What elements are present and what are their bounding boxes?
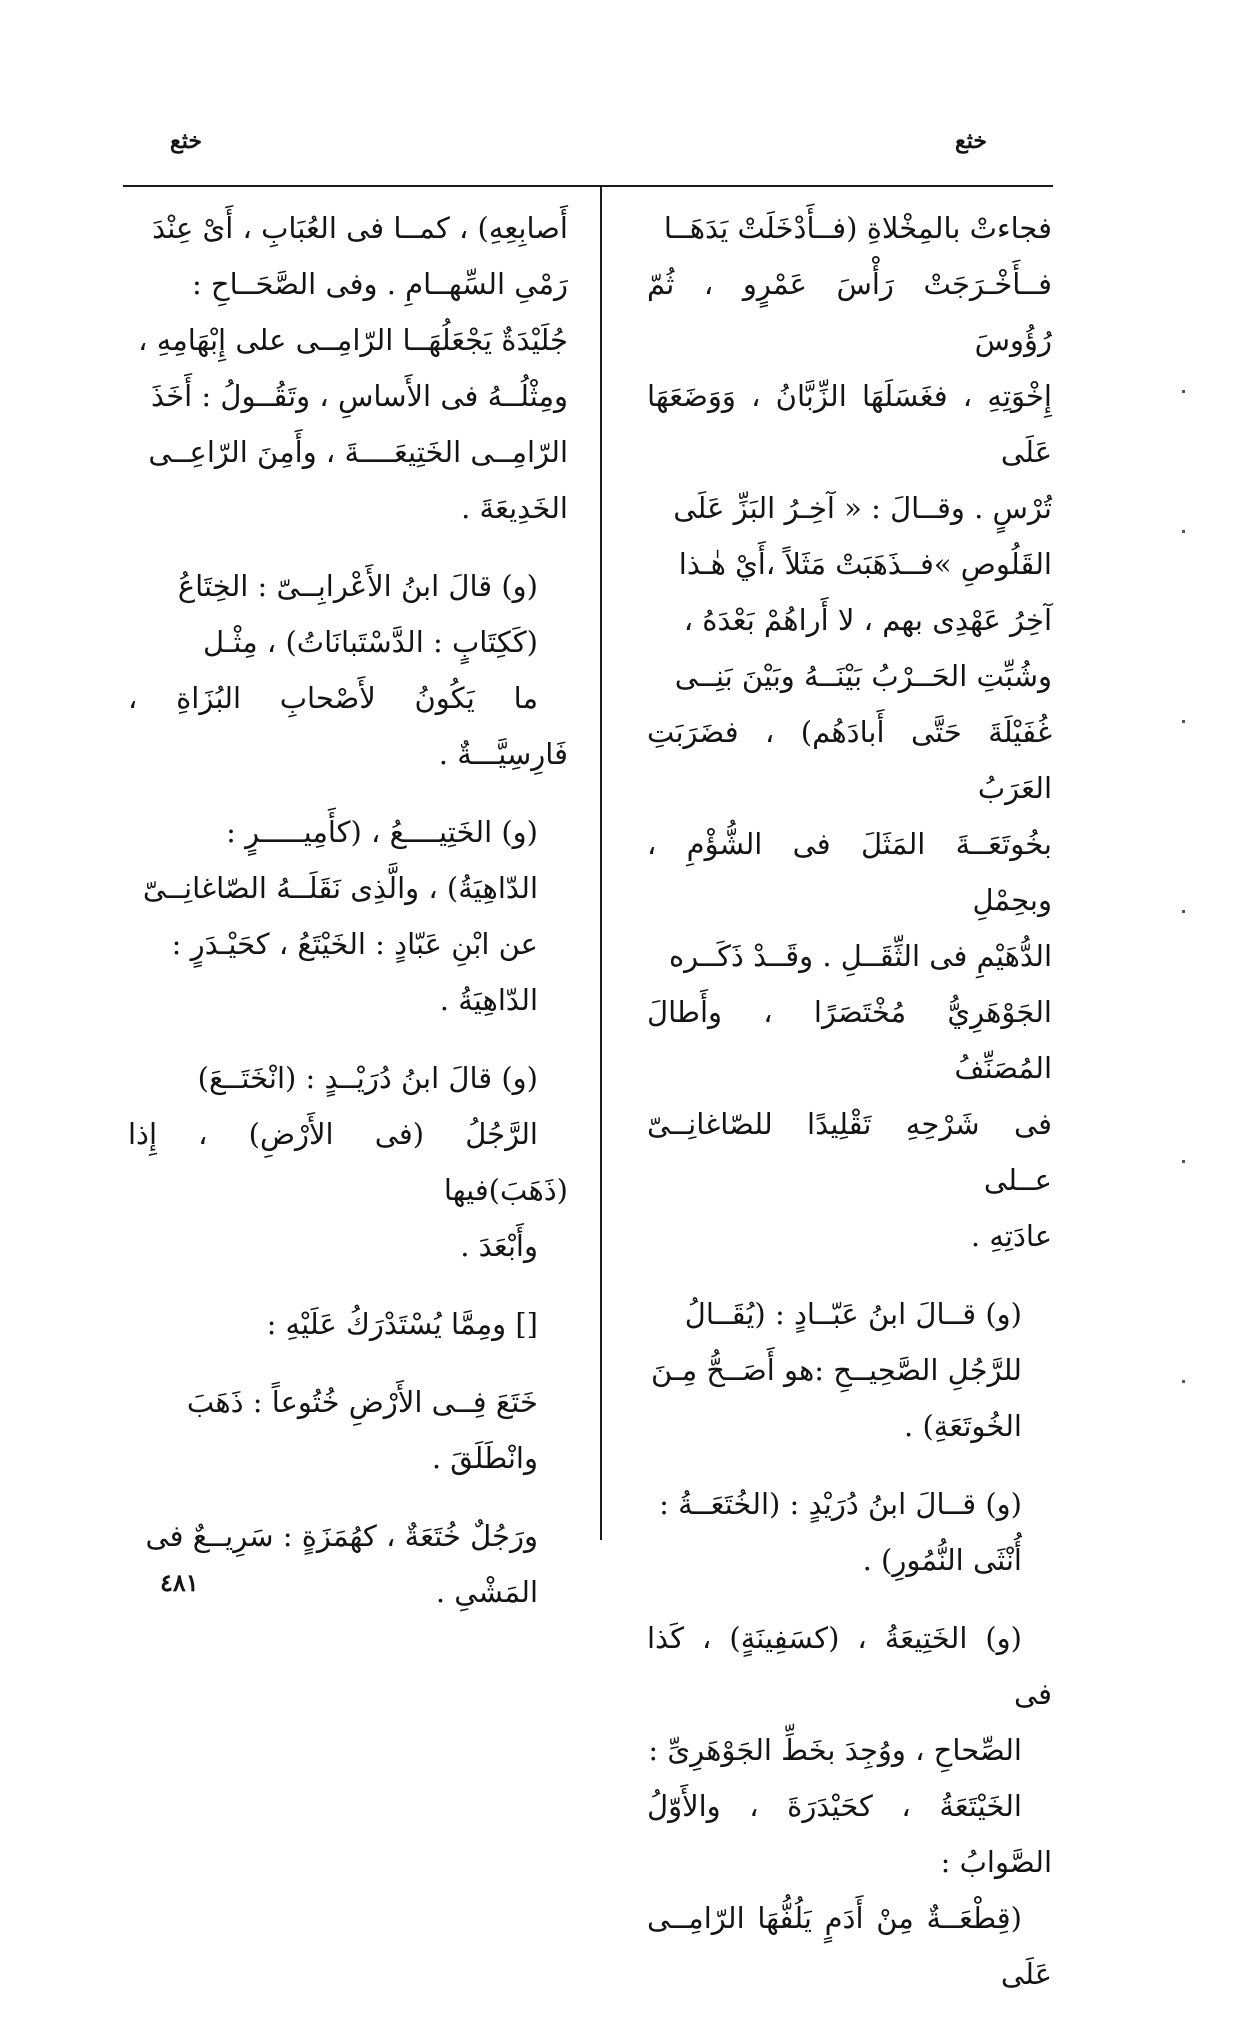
text-line: فى شَرْحِهِ تَقْلِيدًا للصّاغانِــىّ عــلى [647, 1107, 1052, 1197]
text-line: الدُّهَيْمِ فى الثِّقَــلِ . وقَــدْ ذَكَــره [668, 939, 1052, 973]
text-line: وانْطَلَقَ . [431, 1441, 538, 1475]
entry-paragraph [128, 804, 568, 1028]
text-line: (قِطْعَــةٌ مِنْ أَدَمٍ يَلُفُّهَا الرّامِــى عَلَى [647, 1901, 1052, 1991]
text-line: (و) قــالَ ابنُ دُرَيْدٍ : (الخُتَعَــةُ : [659, 1487, 1022, 1521]
text-line: (و) الخَتِيعَةُ ، (كسَفِينَةٍ) ، كَذا فى [647, 1621, 1052, 1711]
page-number: ٤٨١ [160, 1568, 199, 1597]
running-head-left: خثع [170, 128, 202, 154]
text-line: الخُوتَعَةِ) . [904, 1409, 1022, 1443]
text-line: الصِّحاحِ ، ووُجِدَ بخَطِّ الجَوْهَرِىِّ : [648, 1733, 1022, 1767]
entry-paragraph [128, 558, 568, 782]
entry-paragraph [128, 1050, 568, 1274]
text-line: إِخْوَتِهِ ، فغَسَلَهَا الزِّبَّانُ ، وَوَضَعَهَا عَلَى [647, 379, 1052, 469]
text-line: خَتَعَ فِــى الأَرْضِ خُتُوعاً : ذَهَبَ [186, 1385, 538, 1419]
text-line: أُنْثَى النُّمُورِ) . [862, 1543, 1022, 1577]
text-line: (كَكِتَابٍ : الدَّسْتَبانَاتُ) ، مِثْـل [202, 625, 538, 659]
text-line: الخَدِيعَةَ . [461, 491, 568, 525]
text-line: [] ومِمَّا يُسْتَدْرَكُ عَلَيْهِ : [266, 1307, 538, 1341]
margin-marks [1179, 300, 1185, 1500]
text-line: وأَبْعَدَ . [460, 1229, 538, 1263]
right-column [647, 200, 1052, 2024]
text-line: ورَجُلٌ خُتَعَةٌ ، كهُمَزَةٍ : سَرِيــعٌ فى [145, 1519, 538, 1553]
text-line: ومِثْلُــهُ فى الأَساسِ ، وتَقُــولُ : أَخَذَ [150, 379, 568, 413]
header-rule [123, 185, 1053, 187]
text-line: الخَيْتَعَةُ ، كحَيْدَرَةَ ، والأَوّلُ الصَّوابُ : [647, 1789, 1052, 1879]
text-line: عن ابْنِ عَبّادٍ : الخَيْتَعُ ، كحَيْـدَرٍ : [171, 927, 538, 961]
text-line: المَشْىِ . [435, 1575, 538, 1609]
text-line: فجاءتْ بالمِخْلاةِ (فــأَدْخَلَتْ يَدَهَــا [663, 211, 1052, 245]
entry-paragraph [128, 1508, 568, 1620]
entry-paragraph [128, 200, 568, 536]
text-line: وشُبِّتِ الحَــرْبُ بَيْنَــهُ وبَيْنَ بَنِــى [674, 659, 1052, 693]
text-line: للرَّجُلِ الصَّحِيــحِ :هو أَصَــحُّ مِـنَ [651, 1353, 1022, 1387]
text-line: الجَوْهَرِيُّ مُخْتَصَرًا ، وأَطالَ المُصَنِّفُ [647, 995, 1052, 1085]
text-line: (و) الخَتِيــــعُ ، (كأَمِيـــــرٍ : [226, 815, 538, 849]
text-line: الرّامِــى الخَتِيعَــــةَ ، وأَمِنَ الرّاعِــى [148, 435, 568, 469]
text-line: آخِرُ عَهْدِى بهم ، لا أَراهُمْ بَعْدَهُ ، [683, 603, 1052, 637]
entry-paragraph [647, 1476, 1052, 1588]
entry-paragraph [128, 1296, 568, 1352]
text-line: الدّاهِيَةُ) ، والَّذِى نَقَلَــهُ الصّاغانِــىّ [142, 871, 538, 905]
text-line: (و) قالَ ابنُ الأَعْرابِــىّ : الخِتَاعُ [177, 569, 538, 603]
text-line: تُرْسٍ . وقــالَ : « آخِـرُ البَزِّ عَلَى [673, 491, 1052, 525]
entry-paragraph [647, 1286, 1052, 1454]
left-column [128, 200, 568, 1642]
text-line: فــأَخْـرَجَتْ رَأْسَ عَمْرٍو ، ثُمّ رُؤُوسَ [647, 267, 1052, 357]
text-line: الرَّجُلُ (فى الأَرْضِ) ، إِذا (ذَهَبَ)فيها [128, 1117, 568, 1207]
entry-paragraph [647, 1610, 1052, 2002]
text-line: عادَتِهِ . [970, 1219, 1052, 1253]
text-line: بخُوتَعَــةَ المَثَلَ فى الشُّؤْمِ ، وبحِمْلِ [647, 827, 1052, 917]
entry-paragraph [647, 200, 1052, 1264]
text-line: الدّاهِيَةُ . [439, 983, 538, 1017]
text-line: ما يَكُونُ لأَصْحابِ البُزَاةِ ، فَارِسِيَّـــةٌ . [128, 681, 568, 771]
text-line: جُلَيْدَةٌ يَجْعَلُهَــا الرّامِــى على إِبْهَامِهِ ، [138, 323, 568, 357]
running-head-right: خثع [955, 128, 987, 154]
text-line: رَمْىِ السِّهــامِ . وفى الصَّحَــاحِ : [191, 267, 568, 301]
entry-paragraph [128, 1374, 568, 1486]
column-divider [600, 187, 602, 1540]
text-line: (و) قالَ ابنُ دُرَيْــدٍ : (انْخَتَــعَ) [197, 1061, 538, 1095]
text-line: غُفَيْلَةَ حَتَّى أَبادَهُم) ، فضَرَبَتِ العَرَبُ [647, 715, 1052, 805]
text-line: أَصابِعِهِ) ، كمــا فى العُبَابِ ، أَىْ عِنْدَ [152, 211, 568, 245]
text-line: القَلُوصِ »فــذَهَبَتْ مَثَلاً ،أَيْ هٰـذا [678, 547, 1052, 581]
text-line: (و) قــالَ ابنُ عَبّــادٍ : (يُقَــالُ [684, 1297, 1022, 1331]
